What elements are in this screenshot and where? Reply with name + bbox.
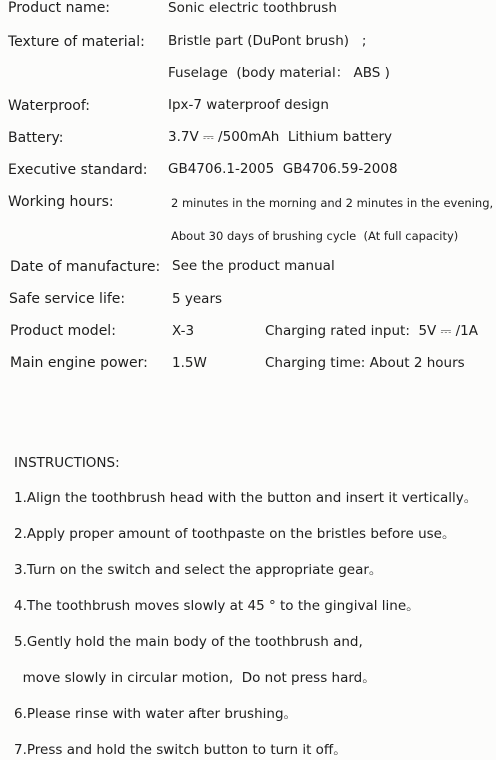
working-hours-value-1: 2 minutes in the morning and 2 minutes in the evening, — [171, 196, 494, 210]
charging-input-value: Charging rated input: 5V ⎓ /1A — [265, 323, 478, 339]
instruction-item: 2.Apply proper amount of toothpaste on the bristles before use。 — [14, 526, 456, 542]
working-hours-label: Working hours: — [8, 194, 114, 210]
product-name-label: Product name: — [8, 0, 111, 16]
instruction-item: move slowly in circular motion, Do not press hard。 — [14, 670, 376, 686]
working-hours-value-2: About 30 days of brushing cycle (At full capacity) — [171, 229, 459, 243]
charging-time-value: Charging time: About 2 hours — [265, 355, 465, 371]
instructions-heading: INSTRUCTIONS: — [14, 455, 120, 471]
product-name-value: Sonic electric toothbrush — [168, 0, 337, 16]
instruction-item: 5.Gently hold the main body of the toothbrush and, — [14, 634, 363, 650]
instruction-item: 7.Press and hold the switch button to turn it off。 — [14, 742, 347, 758]
instruction-item: 4.The toothbrush moves slowly at 45 ° to the gingival line。 — [14, 598, 420, 614]
manufacture-date-label: Date of manufacture: — [10, 259, 161, 275]
battery-value: 3.7V ⎓ /500mAh Lithium battery — [168, 129, 393, 145]
instruction-item: 1.Align the toothbrush head with the button and insert it vertically。 — [14, 490, 478, 506]
model-label: Product model: — [10, 323, 116, 339]
instruction-item: 6.Please rinse with water after brushing。 — [14, 706, 298, 722]
standard-label: Executive standard: — [8, 162, 148, 178]
service-life-label: Safe service life: — [9, 291, 126, 307]
waterproof-value: Ipx-7 waterproof design — [168, 97, 329, 113]
model-value: X-3 — [172, 323, 195, 339]
service-life-value: 5 years — [172, 291, 223, 307]
texture-value-1: Bristle part (DuPont brush) ; — [168, 33, 367, 49]
standard-value: GB4706.1-2005 GB4706.59-2008 — [168, 161, 398, 177]
power-value: 1.5W — [172, 355, 207, 371]
waterproof-label: Waterproof: — [8, 98, 90, 114]
power-label: Main engine power: — [10, 355, 148, 371]
manufacture-date-value: See the product manual — [172, 258, 335, 274]
instruction-item: 3.Turn on the switch and select the appropriate gear。 — [14, 562, 383, 578]
texture-label: Texture of material: — [8, 34, 145, 50]
battery-label: Battery: — [8, 130, 64, 146]
texture-value-2: Fuselage (body material： ABS ) — [168, 65, 390, 81]
